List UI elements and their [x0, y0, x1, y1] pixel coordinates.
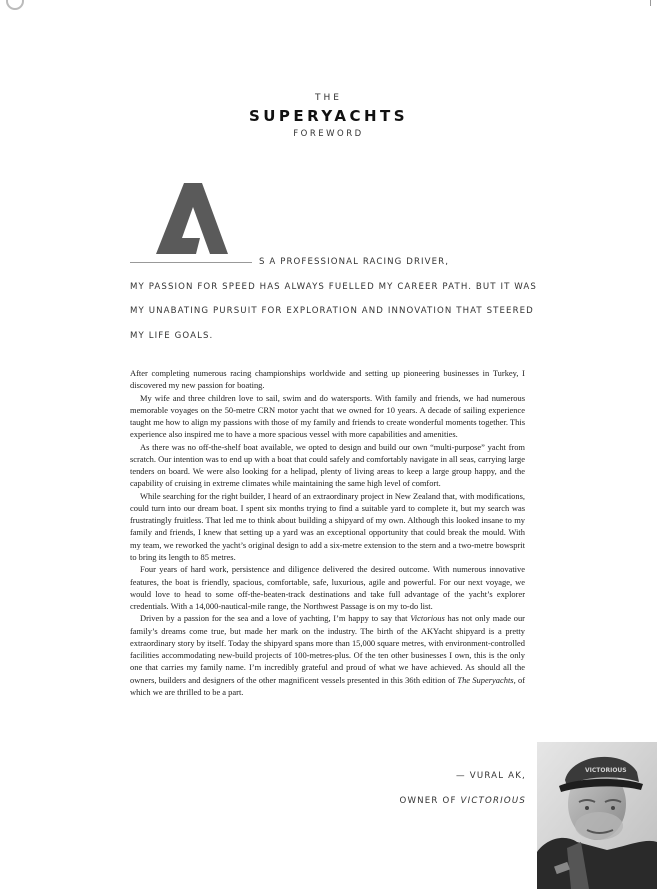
corner-crop-line: [650, 0, 651, 6]
drop-cap: [130, 183, 252, 263]
portrait-image: [537, 742, 657, 889]
intro-lead: [130, 256, 537, 354]
role-prefix: OWNER OF: [399, 796, 461, 806]
page-header: [0, 93, 657, 139]
foreword-body: [130, 367, 525, 698]
body-paragraph: After completing numerous racing championships worldwide and setting up pioneering businesses in Turkey, I discovered my new passion for boating.: [130, 368, 525, 391]
header-kicker: THE: [315, 93, 342, 103]
signature-block: [399, 771, 526, 821]
body-paragraph: My wife and three children love to sail, swim and do watersports. With family and friends, we had numerous memorable voyages on the 50-metre CRN motor yacht that we owned for 10 years. A decade of sailing experience taught me how to align my passions with those of my family and friends to create wonderful moments together. This experience also inspired me to have a more spacious vessel with more capabilities and amenities.: [130, 392, 525, 440]
intro-line: S A PROFESSIONAL RACING DRIVER,: [259, 257, 450, 267]
text-run: has not only made our family’s dreams come true, but made her mark on the industry. The birth of the AKYacht shipyard is a pretty extraordinary story by itself. Today the shipyard spans more than 15,000 square metres, with environment-controlled facilities accommodating new-build projects of 100-metres-plus. Of the ten other businesses I own, this is the only one that carries my family name. I’m incredibly grateful and proud of what we have achieved. As should all the owners, builders and designers of the other magnificent vessels presented in this 36th edition of: [130, 613, 525, 685]
body-paragraph: While searching for the right builder, I heard of an extraordinary project in New Zealand that, with modifications, could turn into our dream boat. I spent six months trying to find a suitable yard to complete it, but my search was frustratingly fruitless. That led me to think about building a shipyard of my own. Although this looked insane to my family and friends, I knew that setting up a yard was an exceptional opportunity that could break the mould. With my team, we reworked the yacht’s original design to add a six-metre extension to the stern and a two-metre bowsprit to bring its length to 85 metres.: [130, 490, 525, 562]
text-run: of which we are thrilled to be a part.: [130, 674, 525, 697]
corner-crop-mark: [6, 0, 24, 10]
yacht-name: Victorious: [410, 613, 445, 624]
author-name: — VURAL AK,: [456, 771, 526, 781]
intro-line: MY LIFE GOALS.: [130, 330, 214, 341]
body-paragraph: Four years of hard work, persistence and diligence delivered the desired outcome. With numerous innovative features, the boat is friendly, spacious, comfortable, safe, luxurious, agile and powerful. For our next voyage, we would love to head to some off-the-beaten-track destinations and take full advantage of the yacht’s explorer credentials. With a 14,000-nautical-mile range, the Northwest Passage is on my to-do list.: [130, 564, 525, 612]
author-portrait: [537, 742, 657, 889]
cap-logo-text: VICTORIOUS: [585, 767, 627, 774]
role-yacht: VICTORIOUS: [460, 796, 526, 806]
publication-name: The Superyachts,: [457, 674, 516, 685]
body-paragraph-final: [130, 612, 525, 698]
text-run: Driven by a passion for the sea and a love of yachting, I’m happy to say that: [140, 613, 411, 624]
body-paragraph: As there was no off-the-shelf boat available, we opted to design and build our own “multi-purpose” yacht from scratch. Our intention was to end up with a boat that could safely and comfortably navigate in all seas, carrying large tenders on board. We were also looking for a helipad, plenty of living areas to keep a large group happy, and the capability of cruising in extreme climates while maintaining the same high level of comfort.: [130, 441, 525, 489]
section-title: FOREWORD: [293, 129, 364, 139]
author-role: [399, 796, 526, 821]
intro-line: MY UNABATING PURSUIT FOR EXPLORATION AND INNOVATION THAT STEERED: [130, 306, 534, 317]
publication-title: SUPERYACHTS: [248, 107, 409, 125]
drop-cap-letter-a: [156, 183, 228, 254]
intro-line: MY PASSION FOR SPEED HAS ALWAYS FUELLED MY CAREER PATH. BUT IT WAS: [130, 281, 537, 292]
